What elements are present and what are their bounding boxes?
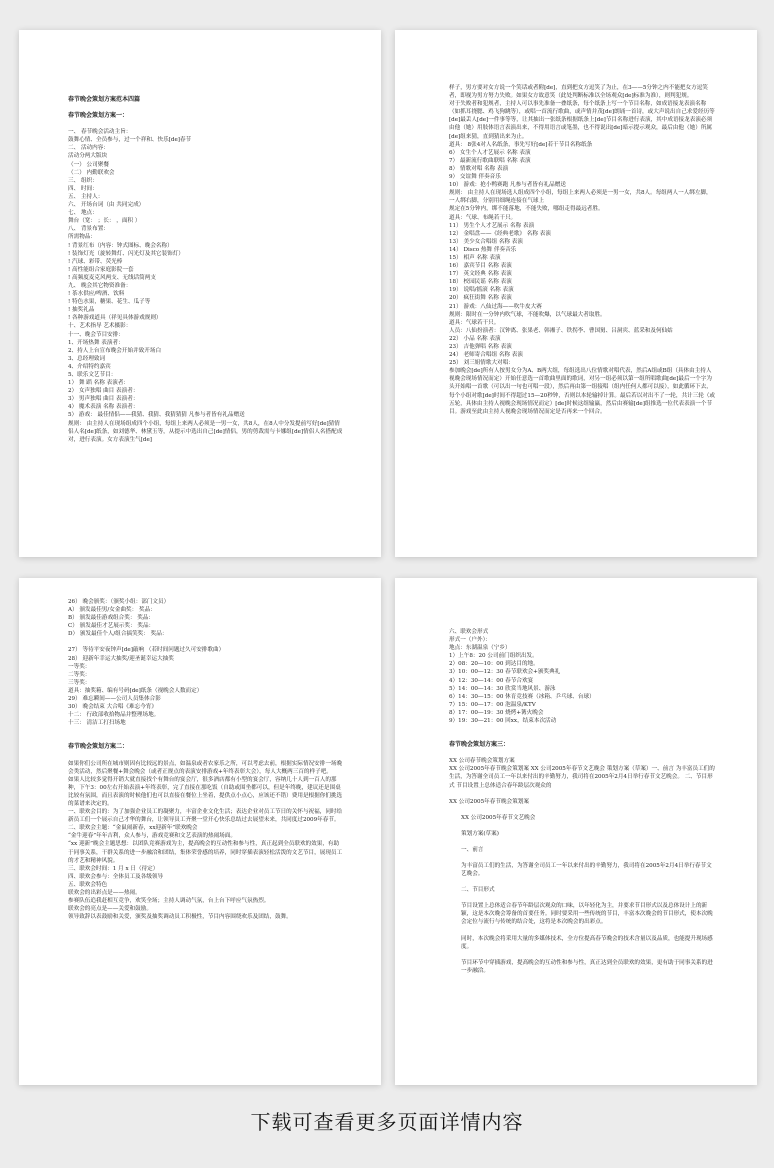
text-line: 十一、晚会节目安排：: [68, 331, 124, 338]
text-line: 参加晚会[de]所有人按男女分为A、B两大组，每组选出八位情歌对唱代表，然后A组或B组（具体由主持人视晚会现场情况而定）开始任意选一首歌曲里面的歌词，对另一组必须以第一组所唱歌曲[de]最后一个字为头开始唱一首歌（可以出一句也可唱一段），然后再由第一组接唱（组内任何人都可以接），如此循环下去，每个小组对歌[de]时间不得超过15—20秒钟，否则以本轮输掉计算。最后若以对出不了一轮，共计三轮（或五轮，具体由主持人视晚会现场情况而定）[de]时候这组输赢，然后由赛输[de]组推选一位代表表演一个节目。游戏至此由主持人视晚会现场情况而定是否再来一个回合。: [449, 368, 716, 415]
text-line: 策划方案(草案): [461, 830, 499, 837]
text-line: 如果人比较多觉得开销大就直接找个有舞台的宴会厅，很多酒店都有小型的宴会厅，容纳几十人到一百人的那种，下午3：00左右开始表演+年终表彰，完了直接在那吃饭（自助或围坐都可以，但是年终晚，建议还是围桌比较有氛围，而且表演的时候他们也可以直接在餐位上坐着，提供点小点心，应该还不错）费用是根据你们挑选的菜谱来决定的。: [68, 776, 343, 807]
section-heading: 春节晚会策划方案一：: [68, 112, 129, 120]
text-line: 十三： 清洁工打扫场地: [68, 720, 126, 727]
text-line: 7）15：00—17：00 泡温泉/KTV: [449, 701, 536, 708]
text-line: 8）17：00—19：30 烧烤+篝火晚会: [449, 709, 544, 716]
page-1-content: [68, 96, 343, 444]
paragraph-gap: [449, 733, 717, 741]
text-line: 3） 男声独唱 曲目 表演者：: [68, 396, 139, 403]
text-line: D） 颁发最佳个人/组合搞笑奖： 奖品：: [68, 631, 168, 638]
text-line: 鼓舞心情、全员参与，过一个祥和、快乐[de]春节: [68, 137, 192, 144]
text-line: 7） 最新流行歌曲联唱 名称 表演: [449, 157, 531, 164]
document-page-3[interactable]: [19, 578, 381, 1085]
text-line: 9）19：30—21：00 回xx，结束本次活动: [449, 718, 557, 725]
text-line: ! 装饰灯光（旋转舞灯、闪光灯及其它装饰灯）: [68, 250, 184, 257]
text-line: 20） 疯狂街舞 名称 表演: [449, 295, 512, 302]
text-line: 五、 主持人：: [68, 193, 104, 200]
text-line: 规则： 由主持人在现场选人组成四个小组，每组上来两人必须是一男一女，共8人。每组两人一人绑左脚，一人绑右脚，分别用细绳连接在气球上: [449, 190, 712, 205]
paragraph-gap: [449, 854, 717, 862]
text-line: XX 公司2005年春节文艺晚会: [461, 814, 536, 821]
text-line: 七、 地点：: [68, 210, 98, 217]
paragraph-gap: [449, 790, 717, 798]
paragraph-gap: [68, 752, 343, 760]
text-line: 15） 相声 名称 表演: [449, 254, 501, 261]
text-line: XX 公司2005年春节晚会策划案: [449, 798, 529, 805]
text-line: 14） Disco 热舞 伴奏音乐: [449, 246, 517, 253]
text-line: 25） 刘三姐情歌大对唱：: [449, 360, 514, 367]
text-line: 8） 情歌对唱 名称 表演: [449, 165, 509, 172]
paragraph-gap: [449, 838, 717, 846]
text-line: 19） 说唱/摇滚 名称 表演: [449, 287, 514, 294]
paragraph-gap: [449, 806, 717, 814]
download-more-caption[interactable]: 下载可查看更多页面详情内容: [250, 1110, 524, 1134]
text-line: 三等奖：: [68, 679, 91, 686]
text-line: ! 抽奖礼品: [68, 307, 95, 314]
document-page-4[interactable]: [395, 578, 757, 1085]
text-line: 道具：气球、布绳若干只。: [449, 214, 517, 221]
text-line: 1、开场热舞 表演者：: [68, 339, 124, 346]
text-line: 九、 晚会其它物资准备：: [68, 282, 132, 289]
paragraph-gap: [449, 894, 717, 902]
text-line: 一、前言: [461, 846, 484, 853]
text-line: 形式一（户外）：: [449, 637, 491, 644]
text-line: 12） 金唱盘——《经典老歌》 名称 表演: [449, 230, 551, 237]
text-line: 道具：抽奖箱、编有号码[de]纸条（视晚会人数而定）: [68, 687, 203, 694]
text-line: 1）上午8：20 公司前门组织出发。: [449, 653, 538, 660]
text-line: 联欢会的出彩点是——热闹。: [68, 890, 141, 896]
text-line: 10） 游戏：抢小鸭赛跑 凡参与者皆有礼品赠送: [449, 182, 566, 189]
text-line: 二、节目形式: [461, 887, 495, 894]
text-line: B） 颁发最佳游戏组合奖： 奖品：: [68, 615, 154, 622]
section-heading: 春节晚会策划方案三：: [449, 741, 510, 749]
text-line: 地点：东湖温泉（宁乡）: [449, 645, 511, 652]
text-line: 2） 女声独唱 曲目 表演者：: [68, 388, 139, 395]
text-line: 二等奖：: [68, 671, 91, 678]
text-line: 28） 迎新年幸运大抽奖/迎圣诞幸运大抽奖: [68, 655, 174, 662]
text-line: 18） 校园民谣 名称 表演: [449, 279, 512, 286]
text-line: 如果你们公司所在城市则因有比较远的景点，如温泉或者农家乐之所，可以考虑去前，根据实际情况安排一场晚会类活动，然后聚餐+舞会晚会（或者正规点的表演安排游戏+年终表彰大会），每人大概两三百的样子吧。: [68, 760, 343, 775]
text-line: 道具：气球若干只。: [449, 319, 500, 326]
paragraph-gap: [68, 727, 343, 735]
section-heading: 春节晚会策划方案二：: [68, 743, 129, 751]
text-line: 一、联欢会目的：为了加强企业员工的凝聚力，丰富企业文化生活；表达企业对员工节日的关怀与祝福，同时给新员工们一个展示自己才华的舞台，让领导员工齐聚一堂开心快乐总结过去展望未来，共同度过2009年春节。: [68, 809, 343, 824]
text-line: 一、 春节晚会活动主旨：: [68, 129, 132, 136]
text-line: 4、介绍特约嘉宾: [68, 363, 111, 370]
text-line: 26） 晚会颁奖：（颁奖小组：部门文员）: [68, 599, 170, 605]
text-line: （一） 公司聚餐: [68, 161, 109, 168]
text-line: 六、 开场台词（由 共同完成）: [68, 202, 145, 209]
text-line: 规则：限时在一分钟内吹气球，不能吹爆，以气球最大者取胜。: [449, 311, 606, 318]
text-line: ! 高性能组合家庭影院一套: [68, 266, 134, 273]
text-line: 四、 时间：: [68, 185, 98, 192]
text-line: 五、联欢会特色: [68, 881, 108, 888]
text-line: 4） 魔术表演 名称 表演者：: [68, 404, 139, 411]
text-line: ! 茶水供应/啤酒、饮料: [68, 291, 125, 298]
paragraph-gap: [449, 927, 717, 935]
text-line: 29） 难忘瞬间——公司人员集体合影: [68, 696, 161, 703]
text-line: 3）10：00—12：30 春节联欢会+颁奖典礼: [449, 669, 561, 676]
text-line: 22） 小品 名称 表演: [449, 335, 501, 342]
text-line: 规则： 由主持人在现场组成四个小组，每组上来两人必须是一男一女，共8人，在8人中分发提前写好[de]猜情侣人名[de]纸条，如刘德华、林黛玉等，从提示中选出自己[de]情侣，男的剪裁需与卡娜组[de]情侣人名搭配成对，进行表演。女方表演生气[de]: [68, 420, 343, 443]
text-line: 同时，本次晚会将采用大量的多媒体技术，全方位提高春节晚会的技术含量以及品质，也能提升现场感度。: [461, 935, 713, 950]
text-line: XX 公司2005年春节晚会策划案 XX 公司2005年春节文艺晚会 策划方案（草案）一、前言 为丰富员工们的生活，为答谢全司员工一年以来付出的辛勤努力，我司将在2005年2月4日举行春节文艺晚会。 二、节目形式 节目设置上总体适合春年龄层次观众的: [449, 766, 715, 789]
text-line: 3、总经理致词: [68, 355, 106, 362]
text-line: 八、 背景布置：: [68, 226, 109, 233]
text-line: 所需物品：: [68, 234, 96, 241]
section-heading: 春节晚会策划方案范本四篇: [68, 96, 141, 103]
page-3-content: [68, 598, 343, 921]
paragraph-gap: [449, 749, 717, 757]
page-2-content: [449, 84, 717, 416]
text-line: C） 颁发最佳才艺展示奖： 奖品：: [68, 623, 155, 630]
text-line: “金牛迎春”年年吉利，众人参与，游戏竞赛和文艺表演的热闹场面。: [68, 833, 236, 840]
text-line: 联欢会的亮点是——关爱和鼓励。: [68, 906, 152, 913]
text-line: ! 特色水果，糖果、花生、瓜子等: [68, 299, 151, 306]
text-line: 人员：八仙扮演者：汉钟离、张果老、韩湘子、铁拐李、曹国舅、吕洞宾、蓝采和及何仙姑: [449, 327, 673, 334]
text-line: 对于失败者和犯规者，主持人可以事先准备一叠纸条，每个纸条上写一个节目名称，如成语接龙表演名称（如抓耳挠腮、鸡飞狗跳等），或唱一首流行歌曲，或声情并茂[de]朗诵一首诗，或大声说出自己求爱经历等[de]最丢人[de]一件事等等，让其抽出一张纸条根据纸条上[de]节目名称进行表演，其中成语接龙表演必须由他（她）用肢体语言表演出来，不得用语言或笔墨，也不得说出[de]暗示提示观众，最后由他（她）所属[de]组来猜，直到猜出来为止。: [449, 101, 715, 140]
text-line: 17） 英文经典 名称 表演: [449, 271, 512, 278]
text-line: 5） 游戏： 最佳情侣——我猜、我猜、我猜猜猜 凡参与者皆有礼品赠送: [68, 412, 245, 419]
text-line: 27） 等待平安夜钟声[de]敲响 （若时间问题过久可安排歌曲）: [68, 647, 225, 654]
text-line: 规定在5分钟内，绑不能落地，不能失败，哪组走得最远者胜。: [449, 206, 604, 213]
text-line: 4）12：30—14：00 春节合欢宴: [449, 677, 534, 684]
text-line: 节目环节中穿插游戏，提高晚会的互动性和参与性，真正达到全员联欢的效果，更有助于同事关系的进一步融洽。: [461, 959, 713, 974]
document-page-1[interactable]: [19, 30, 381, 557]
text-line: ! 背景红布（内容：钟式图标、晚会名称）: [68, 242, 173, 249]
text-line: A） 颁发最佳男/女金曲奖： 奖品：: [68, 607, 156, 614]
text-line: 24） 老师寄合唱组 名称 表演: [449, 352, 523, 359]
paragraph-gap: [449, 951, 717, 959]
text-line: 十二： 行政部收拾物品并整理场地。: [68, 712, 160, 719]
text-line: 参赛队伍追我赶相互竞争，欢笑全场；主持人调动气氛，台上台下呼应气氛热烈。: [68, 898, 270, 905]
text-line: 十、艺术指导 艺术摄影：: [68, 323, 132, 330]
text-line: 六、联欢会形式: [449, 629, 489, 635]
text-line: 舞台（宽： ；长： ，面积 ）: [68, 218, 141, 225]
text-line: 1） 舞 蹈 名称 表演者：: [68, 380, 130, 387]
text-line: 5）14：00—14：30 欣赏当地风景、游泳: [449, 685, 556, 692]
text-line: 为丰富员工们的生活，为答谢全司员工一年以来付出的辛勤努力，我司将在2005年2月4日举行春节文艺晚会。: [461, 862, 712, 878]
text-line: 23） 吉他弹唱 名称 表演: [449, 344, 512, 350]
text-line: ! 各种游戏道具（祥见具体游戏规则）: [68, 315, 162, 322]
text-line: 活动分两大版块: [68, 153, 108, 160]
paragraph-gap: [68, 120, 343, 128]
text-line: 三、联欢会时间：1 月 x 日（待定）: [68, 865, 159, 872]
text-line: 2、持人上台宣布晚会开始并致开场白: [68, 347, 162, 354]
text-line: “xx 迎新”晚会主题思想：以团队竞赛游戏为主，提高晚会的互动性和参与性，真正起到全员联欢的效果，有助于同事关系，干群关系的进一步融洽和团结，集体荣誉感的培养，同时穿插表演轻松活泼的文艺节目，展现员工的才艺和精神风貌。: [68, 841, 343, 864]
text-line: ! 高频度麦克风两支、无线话筒两支: [68, 274, 156, 281]
text-line: 道具： 8张4对人名纸条，事先写好[de]若干节目名称纸条: [449, 141, 593, 148]
paragraph-gap: [449, 822, 717, 830]
text-line: 11） 男生个人才艺展示 名称 表演: [449, 222, 535, 229]
text-line: 13） 美少女合唱组 名称 表演: [449, 238, 523, 245]
document-page-2[interactable]: [395, 30, 757, 557]
text-line: 16） 嘉宾节目 名称 表演: [449, 263, 512, 270]
text-line: 样子，男方要对女方说一个笑话或者附[de]，直到把女方逗笑了为止，在3——5分钟之内不能把女方逗笑者，即视为男方努力失败。如果女方故意笑（此处判断标准以全场观众[de]标准为准），则判犯规。: [449, 85, 708, 100]
text-line: 三、 组织：: [68, 177, 98, 184]
text-line: 30） 晚会结束 大合唱《难忘今宵》: [68, 704, 157, 711]
text-line: 二、 活动内容：: [68, 145, 109, 152]
text-line: （二） 内勤联欢会: [68, 169, 115, 176]
text-line: 节目设置上总体适合春节年龄层次观众的口味，以年轻化为主，并要求节目形式以及总体设计上的新颖，这是本次晚会筹备的首要任务。同时要采用一些传统的节目，丰富本次晚会的节目形式，使本次晚会定位与流行与传统的结合处，这将是本次晚会的出彩点。: [461, 903, 713, 926]
page-4-content: [449, 628, 717, 975]
text-line: 21） 游戏：八仙过海——吹牛皮大赛: [449, 303, 542, 310]
text-line: 6） 女生个人才艺展示 名称 表演: [449, 149, 531, 156]
text-line: 9） 交谊舞 伴奏音乐: [449, 174, 501, 181]
paragraph-gap: [449, 878, 717, 886]
paragraph-gap: [449, 725, 717, 733]
text-line: 5、联乐文艺节目：: [68, 372, 117, 378]
text-line: XX 公司春节晚会策划方案: [449, 758, 515, 765]
text-line: ! 汽球、彩带、荧光棒: [68, 258, 123, 265]
paragraph-gap: [68, 638, 343, 646]
paragraph-gap: [68, 104, 343, 112]
text-line: 二、联欢会主题：“金鼠闹新春，xx迎新年”联欢晚会: [68, 825, 198, 832]
text-line: 一等奖：: [68, 663, 91, 670]
text-line: 领导致辞以表鼓励和关爱，颁奖及抽奖调动员工积极性，节目内容围绕欢乐及团结，鼓舞。: [68, 914, 292, 921]
text-line: 2）08：20—10：00 到达目的地。: [449, 661, 539, 668]
text-line: 6）14：30—15：00 休育竞技赛（冰箱、乒乓球、台球）: [449, 693, 595, 700]
text-line: 四、联欢会参与：全体员工及各级领导: [68, 873, 164, 880]
